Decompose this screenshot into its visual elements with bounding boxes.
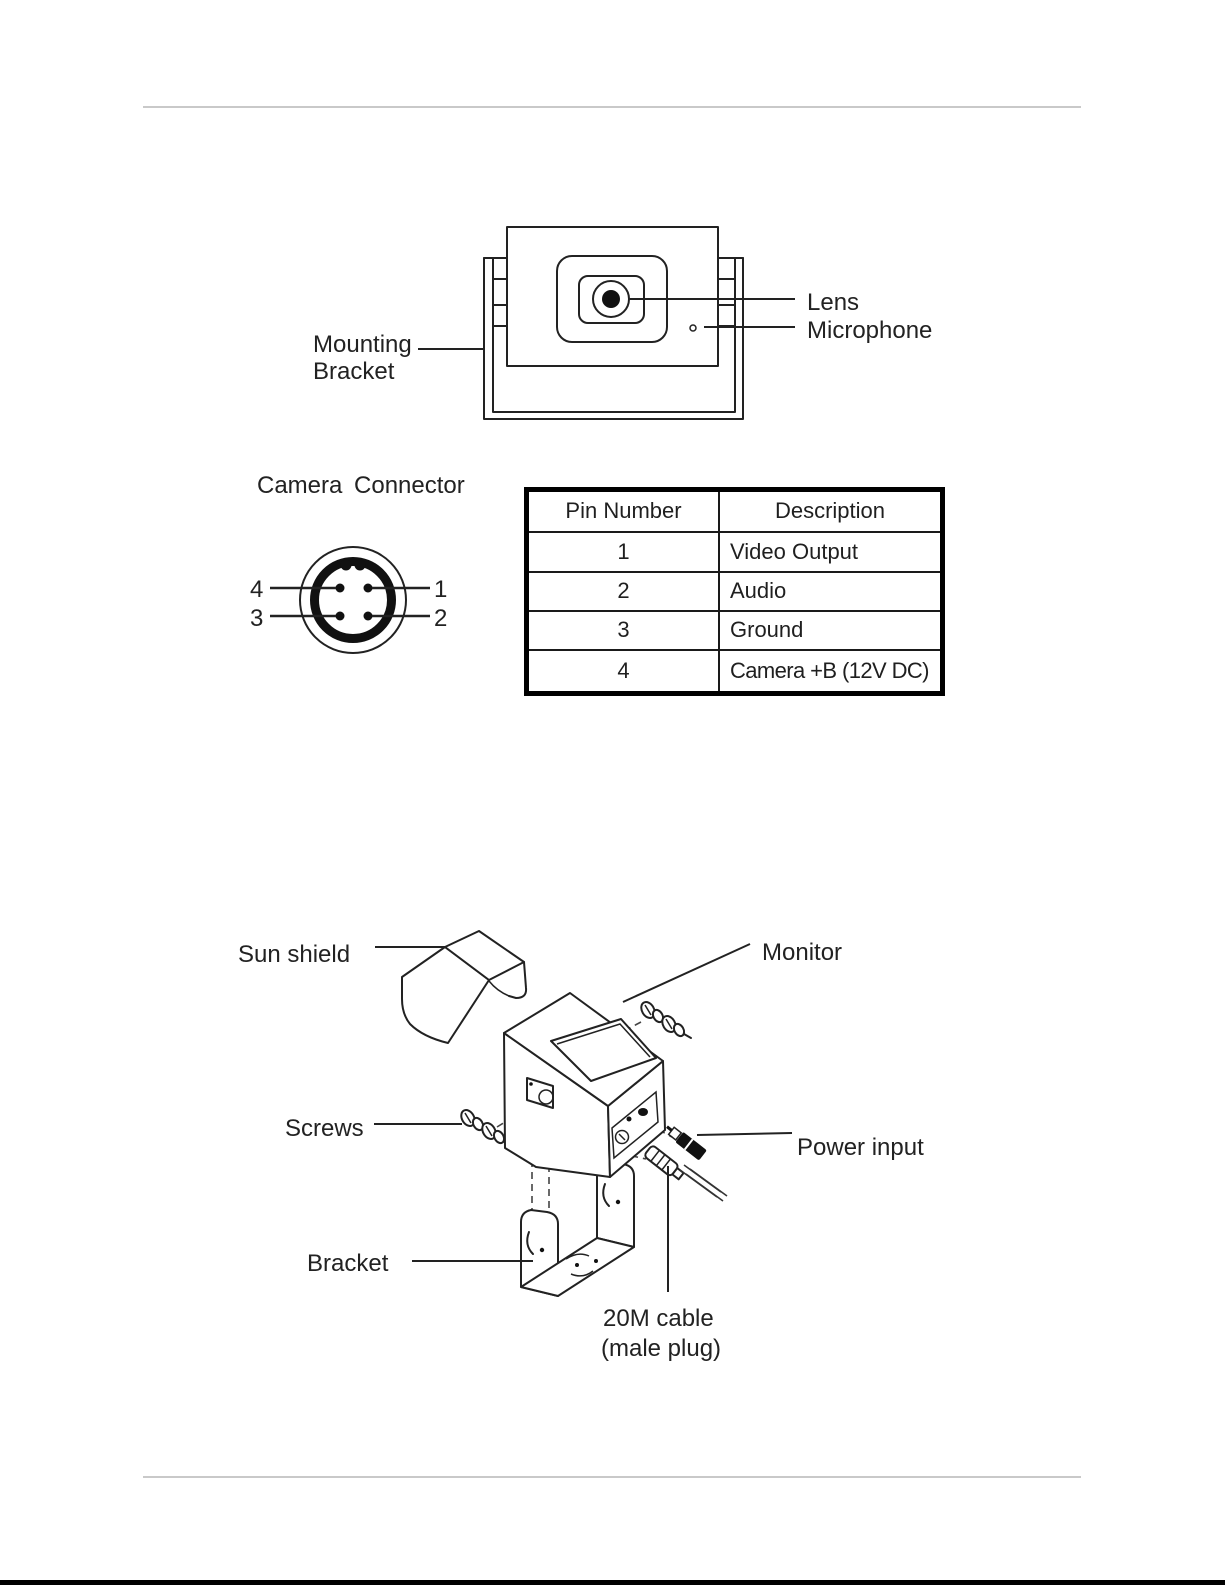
pin2-label: 2 — [434, 605, 448, 632]
description-cell: Video Output — [719, 532, 943, 572]
table-header-row — [527, 490, 943, 532]
bracket-label: Bracket — [307, 1250, 389, 1277]
monitor-assembly-diagram — [180, 880, 970, 1390]
pin-cell: 3 — [527, 611, 720, 650]
description-cell: Ground — [719, 611, 943, 650]
cable-label-line1: 20M cable — [603, 1305, 714, 1332]
mounting-bracket-label-line1: Mounting — [313, 331, 412, 358]
power-plug-shape — [663, 1122, 707, 1161]
pin-description-table — [524, 487, 945, 696]
microphone-label: Microphone — [807, 317, 933, 344]
page-edge-bar — [0, 1580, 1225, 1585]
power-input-label: Power input — [797, 1134, 924, 1161]
connector-diagram — [230, 460, 530, 685]
mounting-bracket-label-line2: Bracket — [313, 358, 395, 385]
lens-label: Lens — [807, 289, 860, 316]
pin3-label: 3 — [250, 605, 264, 632]
description-cell: Audio — [719, 572, 943, 611]
description-header: Description — [719, 490, 943, 532]
bottom-divider — [143, 1476, 1081, 1478]
top-divider — [143, 106, 1081, 108]
bracket-shape — [521, 1162, 634, 1296]
pin1-label: 1 — [434, 576, 448, 603]
monitor-shape — [504, 993, 665, 1177]
connector-shape — [300, 547, 406, 653]
cable-label-line2: (male plug) — [601, 1335, 722, 1362]
table-row — [527, 572, 943, 611]
pin-cell: 4 — [527, 650, 720, 694]
table-row — [527, 611, 943, 650]
table-row — [527, 650, 943, 694]
camera-diagram — [290, 190, 970, 460]
table-row — [527, 532, 943, 572]
screws-label: Screws — [285, 1115, 364, 1142]
pin-number-header: Pin Number — [527, 490, 720, 532]
monitor-label: Monitor — [762, 939, 843, 966]
pin-cell: 2 — [527, 572, 720, 611]
cable-plug-shape — [644, 1145, 727, 1201]
sun-shield-label: Sun shield — [238, 941, 351, 968]
description-cell: Camera +B (12V DC) — [719, 650, 943, 694]
pin4-label: 4 — [250, 576, 264, 603]
pin-cell: 1 — [527, 532, 720, 572]
connector-title: Camera Connector — [257, 472, 465, 499]
